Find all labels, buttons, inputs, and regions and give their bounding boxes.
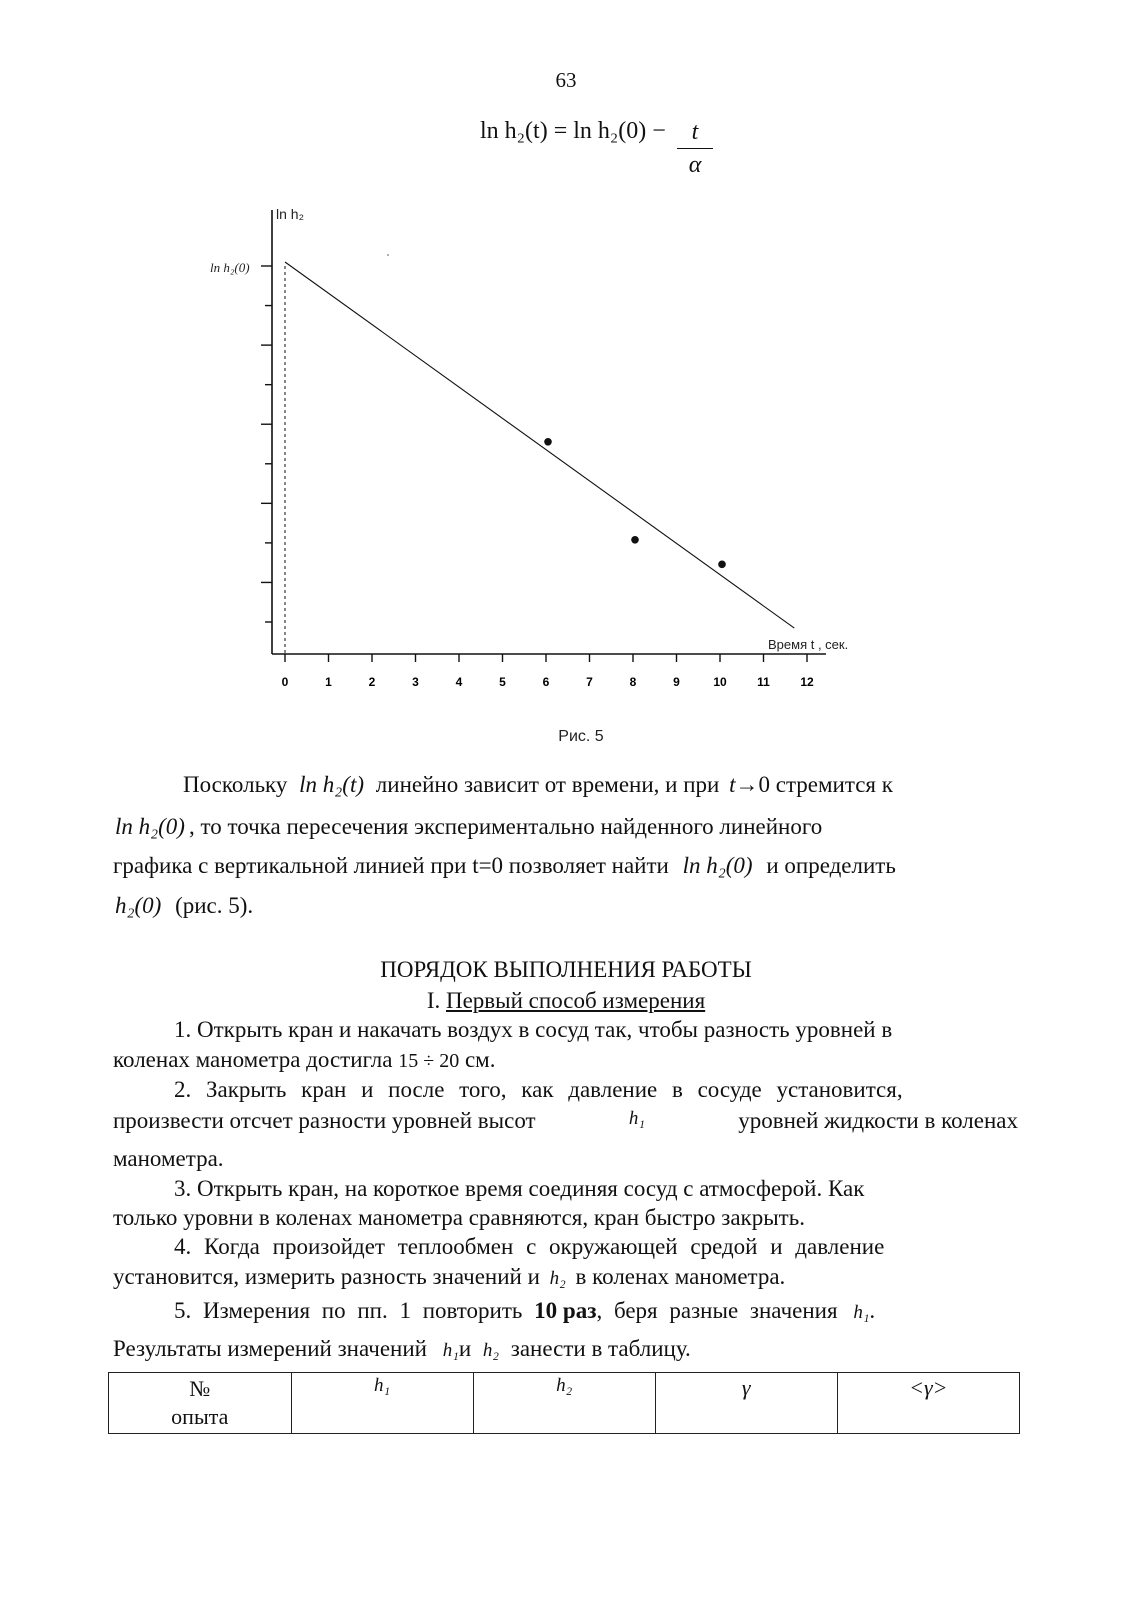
fraction-numerator: t bbox=[691, 119, 699, 145]
header-cell-experiment-number: № опыта bbox=[109, 1373, 292, 1434]
page-number: 63 bbox=[555, 68, 577, 92]
x-tick-label: 1 bbox=[325, 675, 332, 689]
x-tick-label: 9 bbox=[673, 675, 680, 689]
text: коленах манометра достигла bbox=[113, 1047, 393, 1072]
x-tick-label: 3 bbox=[412, 675, 419, 689]
figure-caption: Рис. 5 bbox=[558, 728, 604, 745]
step-1-line-1: 1. Открыть кран и накачать воздух в сосуд так, чтобы разность уровней в bbox=[174, 1017, 893, 1042]
text: занести в таблицу. bbox=[510, 1336, 691, 1361]
math-h1: h₁ bbox=[628, 1108, 645, 1129]
math-h2-0: h₂(0) bbox=[115, 893, 162, 918]
header-cell-h2: h₂ bbox=[473, 1373, 655, 1434]
data-point bbox=[631, 536, 639, 544]
math-t: t bbox=[729, 772, 736, 797]
math-h2: h₂ bbox=[549, 1268, 566, 1289]
paragraph-line-3 bbox=[113, 853, 896, 879]
step-5-line-1 bbox=[174, 1298, 875, 1324]
results-table bbox=[108, 1372, 1020, 1434]
x-tick-label: 11 bbox=[757, 675, 770, 689]
y-ticks bbox=[261, 266, 272, 622]
step-4-line-1: 4. Когда произойдет теплообмен с окружающей средой и давление bbox=[174, 1234, 885, 1259]
math-ln-h2-0: ln h₂(0) bbox=[115, 814, 185, 839]
text: и определить bbox=[766, 853, 896, 878]
text: и bbox=[458, 1336, 472, 1361]
text: произвести отсчет разности уровней высот bbox=[113, 1108, 536, 1133]
x-tick-label: 7 bbox=[586, 675, 593, 689]
step-1-line-2 bbox=[113, 1047, 495, 1073]
step-5-line-2 bbox=[113, 1336, 691, 1362]
math-ln-h2-0: ln h₂(0) bbox=[682, 853, 753, 878]
y-axis-label: ln h₂ bbox=[276, 206, 305, 222]
text: в коленах манометра. bbox=[575, 1264, 786, 1289]
x-tick-label: 2 bbox=[368, 675, 376, 689]
data-point bbox=[544, 438, 552, 446]
paragraph-line-2 bbox=[115, 814, 822, 840]
x-tick-label: 10 bbox=[713, 675, 727, 689]
math-h2: h₂ bbox=[482, 1340, 499, 1361]
paragraph-line-1 bbox=[183, 772, 893, 798]
y-intercept-label: ln h₂(0) bbox=[210, 260, 250, 275]
text: графика с вертикальной линией при t=0 позволяет найти bbox=[113, 853, 669, 878]
equation-lhs: ln h₂(t) = ln h₂(0) − bbox=[480, 118, 666, 144]
text: Поскольку bbox=[183, 772, 288, 797]
math-h1: h₁ bbox=[442, 1340, 459, 1361]
x-tick-label: 6 bbox=[542, 675, 550, 689]
step-4-line-2 bbox=[113, 1264, 785, 1290]
step-2-line-2 bbox=[113, 1108, 1018, 1134]
section-title: ПОРЯДОК ВЫПОЛНЕНИЯ РАБОТЫ bbox=[380, 957, 752, 982]
text: линейно зависит от времени, и при bbox=[375, 772, 720, 797]
text: установится, измерить разность значений и bbox=[113, 1264, 540, 1289]
text: 5. Измерения по пп. 1 повторить bbox=[174, 1298, 523, 1323]
data-point bbox=[718, 561, 726, 569]
x-tick-label: 4 bbox=[455, 675, 463, 689]
math-ln-h2-t: ln h₂(t) bbox=[299, 772, 365, 797]
speck bbox=[387, 254, 389, 256]
text: см. bbox=[464, 1047, 496, 1072]
subtitle-number: I. bbox=[426, 988, 441, 1013]
step-3-line-2: только уровни в коленах манометра сравняются, кран быстро закрыть. bbox=[113, 1205, 805, 1230]
x-tick-label: 0 bbox=[281, 675, 289, 689]
x-ticks bbox=[282, 654, 814, 689]
header-cell-h1: h₁ bbox=[291, 1373, 473, 1434]
x-tick-label: 5 bbox=[499, 675, 506, 689]
x-tick-label: 8 bbox=[629, 675, 637, 689]
text: →0 стремится к bbox=[735, 772, 893, 797]
data-points bbox=[544, 438, 726, 568]
text: 2. Закрыть кран и после того, как давление в сосуде установится, bbox=[174, 1077, 903, 1102]
step-2-line-1 bbox=[174, 1077, 1018, 1103]
fraction-denominator: α bbox=[688, 152, 702, 178]
x-axis-label: Время t , сек. bbox=[768, 637, 849, 652]
bold-count: 10 раз bbox=[534, 1298, 597, 1323]
text: (рис. 5). bbox=[175, 893, 254, 918]
paragraph-line-4 bbox=[115, 893, 253, 919]
header-cell-gamma: γ bbox=[655, 1373, 837, 1434]
step-2-line-3: манометра. bbox=[113, 1146, 224, 1171]
section-subtitle bbox=[0, 988, 1132, 1014]
x-tick-label: 12 bbox=[800, 675, 814, 689]
math-h1: h₁ bbox=[853, 1302, 870, 1323]
text: , то точка пересечения экспериментально найденного линейного bbox=[188, 814, 823, 839]
table-header-row bbox=[109, 1373, 1020, 1434]
header-cell-mean-gamma: <γ> bbox=[837, 1373, 1019, 1434]
fit-line bbox=[285, 262, 794, 628]
math-range: 15 ÷ 20 bbox=[398, 1050, 460, 1072]
text: , беря разные значения bbox=[596, 1298, 838, 1323]
step-3-line-1: 3. Открыть кран, на короткое время соединяя сосуд с атмосферой. Как bbox=[174, 1176, 865, 1201]
text: . bbox=[869, 1298, 876, 1323]
subtitle-text: Первый способ измерения bbox=[445, 988, 706, 1013]
text: уровней жидкости в коленах bbox=[738, 1108, 1018, 1133]
figure-5-chart bbox=[0, 0, 1132, 760]
text: Результаты измерений значений bbox=[113, 1336, 427, 1361]
